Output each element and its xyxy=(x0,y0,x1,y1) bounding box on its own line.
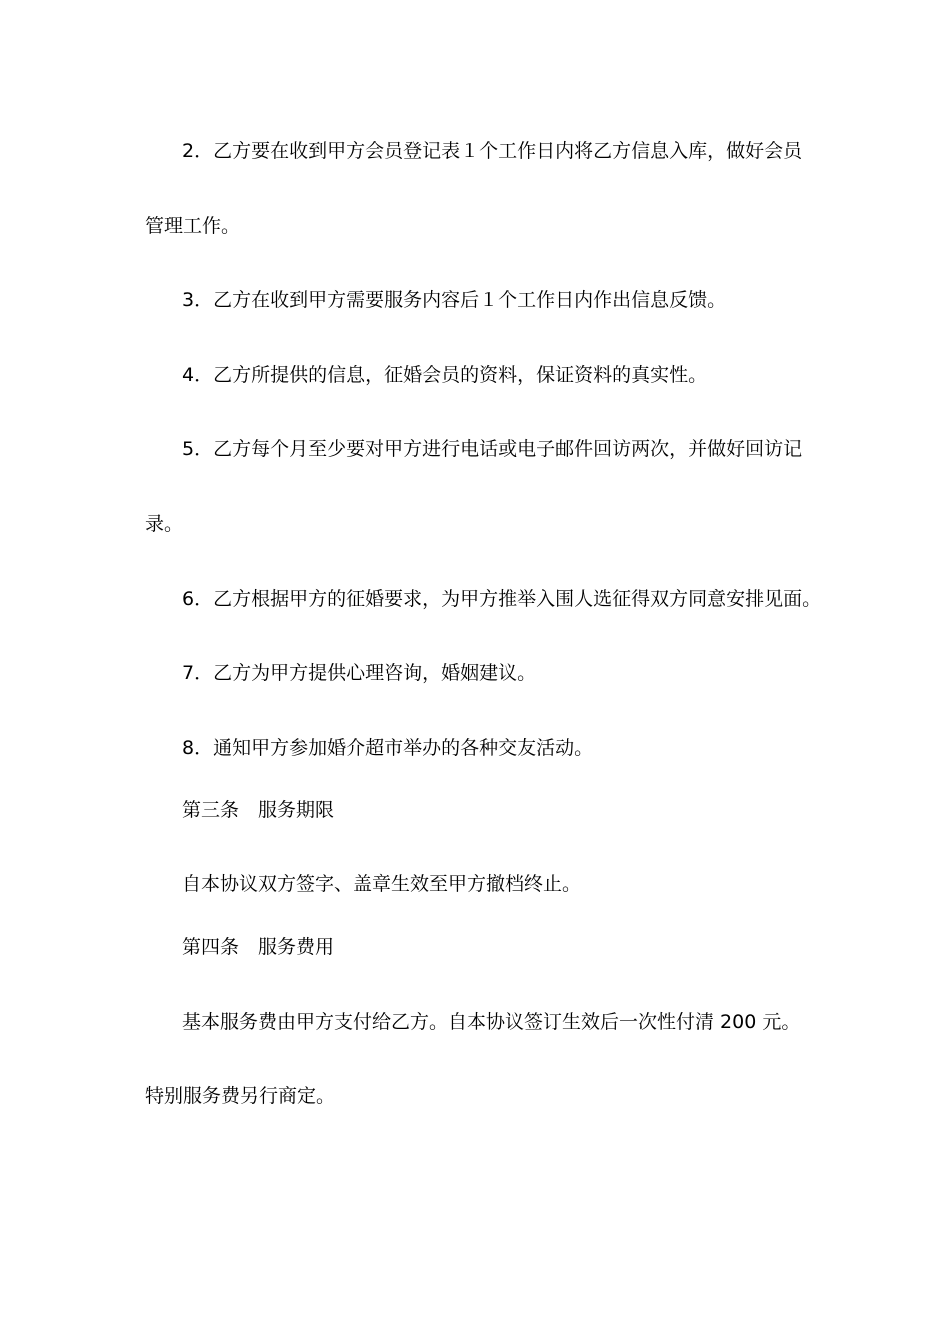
article-4-heading: 第四条 服务费用 xyxy=(182,936,335,958)
article-3-heading: 第三条 服务期限 xyxy=(182,799,335,821)
article-4-body-line-1: 基本服务费由甲方支付给乙方。自本协议签订生效后一次性付清 200 元。 xyxy=(182,1011,801,1033)
article-3-body: 自本协议双方签字、盖章生效至甲方撤档终止。 xyxy=(182,873,582,895)
clause-5-line-2: 录。 xyxy=(145,513,184,535)
clause-7: 7．乙方为甲方提供心理咨询，婚姻建议。 xyxy=(182,662,537,684)
clause-4: 4．乙方所提供的信息，征婚会员的资料，保证资料的真实性。 xyxy=(182,364,708,386)
clause-6: 6．乙方根据甲方的征婚要求，为甲方推举入围人选征得双方同意安排见面。 xyxy=(182,588,822,610)
clause-2-line-2: 管理工作。 xyxy=(145,215,241,237)
clause-8: 8．通知甲方参加婚介超市举办的各种交友活动。 xyxy=(182,737,594,759)
clause-2-line-1: 2．乙方要在收到甲方会员登记表１个工作日内将乙方信息入库，做好会员 xyxy=(182,140,803,162)
article-4-body-line-2: 特别服务费另行商定。 xyxy=(145,1085,336,1107)
clause-3: 3．乙方在收到甲方需要服务内容后１个工作日内作出信息反馈。 xyxy=(182,289,727,311)
clause-5-line-1: 5．乙方每个月至少要对甲方进行电话或电子邮件回访两次，并做好回访记 xyxy=(182,438,803,460)
